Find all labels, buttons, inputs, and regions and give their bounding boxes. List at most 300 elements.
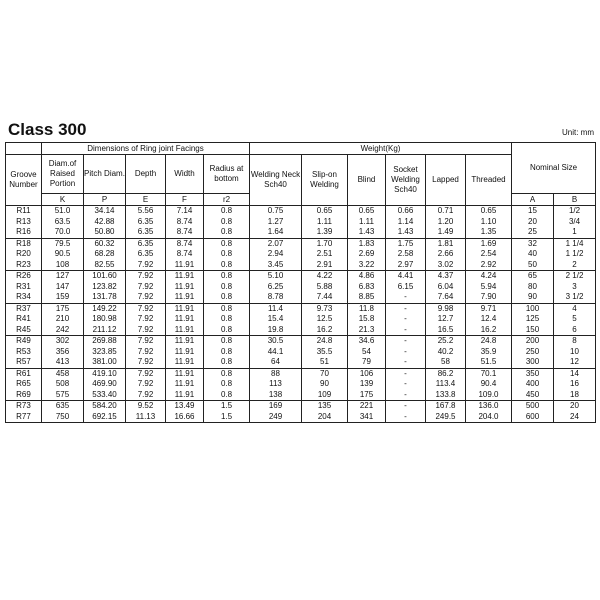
table-cell: 6.35 bbox=[126, 217, 166, 228]
table-cell: 635 bbox=[42, 401, 84, 412]
table-cell: R73 bbox=[6, 401, 42, 412]
table-cell: 1.49 bbox=[426, 227, 466, 238]
table-cell: 2.54 bbox=[466, 249, 512, 260]
table-cell: 8.85 bbox=[348, 292, 386, 303]
table-cell: 90 bbox=[302, 379, 348, 390]
table-row bbox=[6, 401, 596, 412]
table-cell: 35.5 bbox=[302, 347, 348, 358]
table-cell: 80 bbox=[512, 282, 554, 293]
table-cell: 300 bbox=[512, 357, 554, 368]
flange-table bbox=[5, 142, 596, 423]
table-cell: 1.10 bbox=[466, 217, 512, 228]
table-row bbox=[6, 357, 596, 368]
table-cell: 1.64 bbox=[250, 227, 302, 238]
table-cell: 113.4 bbox=[426, 379, 466, 390]
table-cell: 250 bbox=[512, 347, 554, 358]
unit-label: Unit: mm bbox=[562, 128, 594, 137]
table-row bbox=[6, 347, 596, 358]
table-cell: 0.8 bbox=[204, 336, 250, 347]
table-cell: 356 bbox=[42, 347, 84, 358]
table-row bbox=[6, 314, 596, 325]
table-cell: 0.65 bbox=[302, 206, 348, 217]
table-cell: 7.92 bbox=[126, 357, 166, 368]
table-cell: R77 bbox=[6, 412, 42, 423]
table-cell: - bbox=[386, 347, 426, 358]
table-cell: R53 bbox=[6, 347, 42, 358]
table-cell: 131.78 bbox=[84, 292, 126, 303]
table-cell: 6 bbox=[554, 325, 596, 336]
table-cell: 133.8 bbox=[426, 390, 466, 401]
table-row bbox=[6, 271, 596, 282]
table-cell: 11.91 bbox=[166, 260, 204, 271]
socket-welding-header: Socket Welding Sch40 bbox=[386, 155, 426, 206]
table-cell: 11.91 bbox=[166, 347, 204, 358]
table-cell: 11.91 bbox=[166, 336, 204, 347]
table-row bbox=[6, 249, 596, 260]
table-cell: 0.8 bbox=[204, 271, 250, 282]
table-cell: - bbox=[386, 314, 426, 325]
table-cell: 1.35 bbox=[466, 227, 512, 238]
table-cell: 4.41 bbox=[386, 271, 426, 282]
table-row bbox=[6, 336, 596, 347]
table-cell: 3 1/2 bbox=[554, 292, 596, 303]
depth-header: Depth bbox=[126, 155, 166, 194]
table-body bbox=[6, 206, 596, 423]
table-cell: 9.73 bbox=[302, 303, 348, 314]
table-cell: 159 bbox=[42, 292, 84, 303]
table-cell: 323.85 bbox=[84, 347, 126, 358]
table-cell: 11.91 bbox=[166, 379, 204, 390]
nominal-size-header: Nominal Size bbox=[512, 143, 596, 194]
table-cell: 7.64 bbox=[426, 292, 466, 303]
table-cell: 1 bbox=[554, 227, 596, 238]
ring-group-header: Dimensions of Ring joint Facings bbox=[42, 143, 250, 155]
table-cell: 242 bbox=[42, 325, 84, 336]
groove-header-top bbox=[6, 143, 42, 155]
table-row bbox=[6, 325, 596, 336]
table-cell: 1.11 bbox=[348, 217, 386, 228]
table-cell: - bbox=[386, 357, 426, 368]
table-cell: 533.40 bbox=[84, 390, 126, 401]
table-cell: 8.74 bbox=[166, 238, 204, 249]
table-cell: 1.43 bbox=[348, 227, 386, 238]
symbol-e: E bbox=[126, 194, 166, 206]
table-cell: 2.97 bbox=[386, 260, 426, 271]
table-cell: 108 bbox=[42, 260, 84, 271]
table-cell: 13.49 bbox=[166, 401, 204, 412]
table-cell: 1.27 bbox=[250, 217, 302, 228]
table-cell: 2.91 bbox=[302, 260, 348, 271]
table-cell: 7.90 bbox=[466, 292, 512, 303]
threaded-header: Threaded bbox=[466, 155, 512, 206]
table-cell: 90.5 bbox=[42, 249, 84, 260]
table-cell: 7.92 bbox=[126, 292, 166, 303]
table-cell: 180.98 bbox=[84, 314, 126, 325]
table-cell: 692.15 bbox=[84, 412, 126, 423]
table-cell: 106 bbox=[348, 368, 386, 379]
table-cell: 0.8 bbox=[204, 217, 250, 228]
table-cell: 3.45 bbox=[250, 260, 302, 271]
table-cell: 1.75 bbox=[386, 238, 426, 249]
table-cell: 0.8 bbox=[204, 357, 250, 368]
table-cell: 11.91 bbox=[166, 292, 204, 303]
table-cell: 302 bbox=[42, 336, 84, 347]
table-cell: 0.8 bbox=[204, 206, 250, 217]
table-cell: 11.91 bbox=[166, 390, 204, 401]
table-cell: 584.20 bbox=[84, 401, 126, 412]
table-cell: 60.32 bbox=[84, 238, 126, 249]
table-row bbox=[6, 238, 596, 249]
symbol-r2: r2 bbox=[204, 194, 250, 206]
table-cell: R37 bbox=[6, 303, 42, 314]
table-cell: 1.69 bbox=[466, 238, 512, 249]
table-cell: 9.52 bbox=[126, 401, 166, 412]
table-cell: 7.92 bbox=[126, 303, 166, 314]
table-cell: 8.78 bbox=[250, 292, 302, 303]
table-cell: 136.0 bbox=[466, 401, 512, 412]
table-cell: 2.66 bbox=[426, 249, 466, 260]
table-cell: 750 bbox=[42, 412, 84, 423]
table-cell: 269.88 bbox=[84, 336, 126, 347]
table-cell: 19.8 bbox=[250, 325, 302, 336]
table-cell: 125 bbox=[512, 314, 554, 325]
table-cell: R16 bbox=[6, 227, 42, 238]
table-cell: 16.66 bbox=[166, 412, 204, 423]
table-cell: 16.2 bbox=[302, 325, 348, 336]
table-row bbox=[6, 379, 596, 390]
table-cell: R11 bbox=[6, 206, 42, 217]
table-cell: 44.1 bbox=[250, 347, 302, 358]
table-cell: 135 bbox=[302, 401, 348, 412]
diam-header: Diam.of Raised Portion bbox=[42, 155, 84, 194]
table-cell: 30.5 bbox=[250, 336, 302, 347]
table-cell: 2 bbox=[554, 260, 596, 271]
table-cell: R23 bbox=[6, 260, 42, 271]
table-cell: 150 bbox=[512, 325, 554, 336]
table-cell: 0.8 bbox=[204, 379, 250, 390]
table-cell: 0.8 bbox=[204, 260, 250, 271]
table-cell: 221 bbox=[348, 401, 386, 412]
table-cell: 0.8 bbox=[204, 314, 250, 325]
welding-neck-header: Welding Neck Sch40 bbox=[250, 155, 302, 206]
table-cell: 90 bbox=[512, 292, 554, 303]
table-cell: 127 bbox=[42, 271, 84, 282]
table-cell: 1.20 bbox=[426, 217, 466, 228]
table-cell: 34.6 bbox=[348, 336, 386, 347]
table-cell: 4.24 bbox=[466, 271, 512, 282]
table-cell: R18 bbox=[6, 238, 42, 249]
table-row bbox=[6, 412, 596, 423]
table-cell: 88 bbox=[250, 368, 302, 379]
table-cell: 11.91 bbox=[166, 357, 204, 368]
table-cell: 14 bbox=[554, 368, 596, 379]
table-cell: 1.39 bbox=[302, 227, 348, 238]
table-cell: 11.8 bbox=[348, 303, 386, 314]
table-cell: 167.8 bbox=[426, 401, 466, 412]
table-cell: 7.92 bbox=[126, 325, 166, 336]
table-cell: 419.10 bbox=[84, 368, 126, 379]
table-cell: 2.58 bbox=[386, 249, 426, 260]
table-cell: 7.92 bbox=[126, 379, 166, 390]
table-cell: 508 bbox=[42, 379, 84, 390]
table-cell: 63.5 bbox=[42, 217, 84, 228]
table-cell: 139 bbox=[348, 379, 386, 390]
table-cell: 4.37 bbox=[426, 271, 466, 282]
table-cell: 12.7 bbox=[426, 314, 466, 325]
table-cell: 0.8 bbox=[204, 325, 250, 336]
table-cell: 40 bbox=[512, 249, 554, 260]
symbol-f: F bbox=[166, 194, 204, 206]
table-cell: 82.55 bbox=[84, 260, 126, 271]
table-cell: 25 bbox=[512, 227, 554, 238]
symbol-k: K bbox=[42, 194, 84, 206]
table-cell: 350 bbox=[512, 368, 554, 379]
table-cell: 413 bbox=[42, 357, 84, 368]
table-cell: 70.1 bbox=[466, 368, 512, 379]
table-cell: 8.74 bbox=[166, 217, 204, 228]
table-cell: 0.8 bbox=[204, 292, 250, 303]
table-cell: 0.8 bbox=[204, 227, 250, 238]
table-cell: 341 bbox=[348, 412, 386, 423]
table-cell: 211.12 bbox=[84, 325, 126, 336]
table-cell: - bbox=[386, 379, 426, 390]
table-cell: 1.5 bbox=[204, 412, 250, 423]
table-cell: 249.5 bbox=[426, 412, 466, 423]
table-cell: 123.82 bbox=[84, 282, 126, 293]
table-cell: 1.83 bbox=[348, 238, 386, 249]
table-cell: 0.8 bbox=[204, 303, 250, 314]
table-cell: 3.22 bbox=[348, 260, 386, 271]
table-cell: 149.22 bbox=[84, 303, 126, 314]
table-cell: 7.92 bbox=[126, 260, 166, 271]
table-cell: 1 1/2 bbox=[554, 249, 596, 260]
table-cell: 11.91 bbox=[166, 314, 204, 325]
table-cell: 100 bbox=[512, 303, 554, 314]
table-cell: 4.22 bbox=[302, 271, 348, 282]
table-row bbox=[6, 227, 596, 238]
table-cell: 15.8 bbox=[348, 314, 386, 325]
table-cell: 101.60 bbox=[84, 271, 126, 282]
table-cell: 11.91 bbox=[166, 282, 204, 293]
table-cell: 2.51 bbox=[302, 249, 348, 260]
table-cell: 3 bbox=[554, 282, 596, 293]
table-cell: 51 bbox=[302, 357, 348, 368]
table-cell: 0.71 bbox=[426, 206, 466, 217]
table-cell: 138 bbox=[250, 390, 302, 401]
table-cell: 6.25 bbox=[250, 282, 302, 293]
table-cell: 35.9 bbox=[466, 347, 512, 358]
table-cell: 16 bbox=[554, 379, 596, 390]
table-cell: 1.43 bbox=[386, 227, 426, 238]
table-row bbox=[6, 390, 596, 401]
table-cell: R31 bbox=[6, 282, 42, 293]
table-cell: - bbox=[386, 368, 426, 379]
table-row bbox=[6, 292, 596, 303]
table-cell: R49 bbox=[6, 336, 42, 347]
table-cell: 7.92 bbox=[126, 347, 166, 358]
table-cell: 79 bbox=[348, 357, 386, 368]
table-cell: 2.94 bbox=[250, 249, 302, 260]
table-cell: 15 bbox=[512, 206, 554, 217]
table-cell: 9.98 bbox=[426, 303, 466, 314]
symbol-a: A bbox=[512, 194, 554, 206]
table-cell: 42.88 bbox=[84, 217, 126, 228]
table-cell: 2 1/2 bbox=[554, 271, 596, 282]
table-cell: 249 bbox=[250, 412, 302, 423]
symbol-b: B bbox=[554, 194, 596, 206]
table-cell: 0.65 bbox=[348, 206, 386, 217]
table-cell: 1.11 bbox=[302, 217, 348, 228]
table-cell: - bbox=[386, 401, 426, 412]
table-cell: R41 bbox=[6, 314, 42, 325]
table-cell: 12.4 bbox=[466, 314, 512, 325]
table-cell: 15.4 bbox=[250, 314, 302, 325]
table-cell: 6.35 bbox=[126, 227, 166, 238]
table-cell: 11.13 bbox=[126, 412, 166, 423]
table-cell: 70 bbox=[302, 368, 348, 379]
table-cell: 200 bbox=[512, 336, 554, 347]
table-cell: 8.74 bbox=[166, 249, 204, 260]
table-cell: 2.69 bbox=[348, 249, 386, 260]
table-row bbox=[6, 368, 596, 379]
table-cell: 0.8 bbox=[204, 238, 250, 249]
table-cell: 3.02 bbox=[426, 260, 466, 271]
table-cell: 147 bbox=[42, 282, 84, 293]
table-cell: 20 bbox=[554, 401, 596, 412]
table-cell: 1.5 bbox=[204, 401, 250, 412]
table-cell: 500 bbox=[512, 401, 554, 412]
table-cell: 40.2 bbox=[426, 347, 466, 358]
table-cell: - bbox=[386, 325, 426, 336]
table-cell: 54 bbox=[348, 347, 386, 358]
table-cell: 24.8 bbox=[466, 336, 512, 347]
pitch-header: Pitch Diam. bbox=[84, 155, 126, 194]
table-cell: R57 bbox=[6, 357, 42, 368]
table-cell: 11.4 bbox=[250, 303, 302, 314]
table-cell: R69 bbox=[6, 390, 42, 401]
table-cell: 51.0 bbox=[42, 206, 84, 217]
table-cell: 65 bbox=[512, 271, 554, 282]
table-cell: 51.5 bbox=[466, 357, 512, 368]
table-cell: 6.35 bbox=[126, 249, 166, 260]
table-cell: R45 bbox=[6, 325, 42, 336]
table-cell: R13 bbox=[6, 217, 42, 228]
table-cell: 12 bbox=[554, 357, 596, 368]
table-cell: 64 bbox=[250, 357, 302, 368]
table-cell: 469.90 bbox=[84, 379, 126, 390]
table-cell: 10 bbox=[554, 347, 596, 358]
table-cell: 6.35 bbox=[126, 238, 166, 249]
table-cell: 20 bbox=[512, 217, 554, 228]
table-cell: 4.86 bbox=[348, 271, 386, 282]
table-cell: 204 bbox=[302, 412, 348, 423]
table-cell: 7.92 bbox=[126, 282, 166, 293]
table-cell: 16.2 bbox=[466, 325, 512, 336]
table-cell: 175 bbox=[42, 303, 84, 314]
table-cell: 8.74 bbox=[166, 227, 204, 238]
table-cell: 7.92 bbox=[126, 314, 166, 325]
table-cell: 175 bbox=[348, 390, 386, 401]
table-cell: 0.8 bbox=[204, 249, 250, 260]
table-cell: 6.04 bbox=[426, 282, 466, 293]
table-cell: 204.0 bbox=[466, 412, 512, 423]
table-cell: R34 bbox=[6, 292, 42, 303]
table-cell: 458 bbox=[42, 368, 84, 379]
table-cell: 7.44 bbox=[302, 292, 348, 303]
table-cell: 210 bbox=[42, 314, 84, 325]
table-cell: 5.88 bbox=[302, 282, 348, 293]
table-cell: 109.0 bbox=[466, 390, 512, 401]
table-cell: 34.14 bbox=[84, 206, 126, 217]
table-cell: 0.75 bbox=[250, 206, 302, 217]
table-cell: R20 bbox=[6, 249, 42, 260]
table-cell: 6.15 bbox=[386, 282, 426, 293]
table-cell: 0.66 bbox=[386, 206, 426, 217]
table-cell: R61 bbox=[6, 368, 42, 379]
table-cell: 2.92 bbox=[466, 260, 512, 271]
table-cell: 32 bbox=[512, 238, 554, 249]
groove-number-header: Groove Number bbox=[6, 155, 42, 206]
table-cell: 600 bbox=[512, 412, 554, 423]
table-cell: 50 bbox=[512, 260, 554, 271]
table-cell: 400 bbox=[512, 379, 554, 390]
table-cell: 90.4 bbox=[466, 379, 512, 390]
table-cell: 3/4 bbox=[554, 217, 596, 228]
table-cell: 11.91 bbox=[166, 368, 204, 379]
table-cell: 1.70 bbox=[302, 238, 348, 249]
blind-header: Blind bbox=[348, 155, 386, 206]
table-cell: 12.5 bbox=[302, 314, 348, 325]
table-cell: R26 bbox=[6, 271, 42, 282]
table-cell: 169 bbox=[250, 401, 302, 412]
table-cell: 0.8 bbox=[204, 347, 250, 358]
table-row bbox=[6, 260, 596, 271]
table-cell: 1 1/4 bbox=[554, 238, 596, 249]
table-cell: 4 bbox=[554, 303, 596, 314]
table-cell: 11.91 bbox=[166, 271, 204, 282]
table-cell: - bbox=[386, 292, 426, 303]
table-cell: 11.91 bbox=[166, 303, 204, 314]
table-cell: 7.14 bbox=[166, 206, 204, 217]
table-row bbox=[6, 303, 596, 314]
table-cell: 50.80 bbox=[84, 227, 126, 238]
table-cell: 109 bbox=[302, 390, 348, 401]
table-cell: 24 bbox=[554, 412, 596, 423]
table-cell: 7.92 bbox=[126, 336, 166, 347]
table-cell: 2.07 bbox=[250, 238, 302, 249]
table-cell: 113 bbox=[250, 379, 302, 390]
table-cell: 1/2 bbox=[554, 206, 596, 217]
table-cell: 6.83 bbox=[348, 282, 386, 293]
table-cell: - bbox=[386, 336, 426, 347]
table-cell: 21.3 bbox=[348, 325, 386, 336]
symbol-p: P bbox=[84, 194, 126, 206]
slip-on-header: Slip-on Welding bbox=[302, 155, 348, 206]
table-cell: 58 bbox=[426, 357, 466, 368]
table-cell: 70.0 bbox=[42, 227, 84, 238]
table-cell: - bbox=[386, 390, 426, 401]
table-cell: 0.8 bbox=[204, 390, 250, 401]
width-header: Width bbox=[166, 155, 204, 194]
table-cell: - bbox=[386, 412, 426, 423]
weight-group-header: Weight(Kg) bbox=[250, 143, 512, 155]
table-cell: 8 bbox=[554, 336, 596, 347]
table-cell: R65 bbox=[6, 379, 42, 390]
table-cell: 7.92 bbox=[126, 271, 166, 282]
table-cell: 381.00 bbox=[84, 357, 126, 368]
lapped-header: Lapped bbox=[426, 155, 466, 206]
table-cell: 0.65 bbox=[466, 206, 512, 217]
